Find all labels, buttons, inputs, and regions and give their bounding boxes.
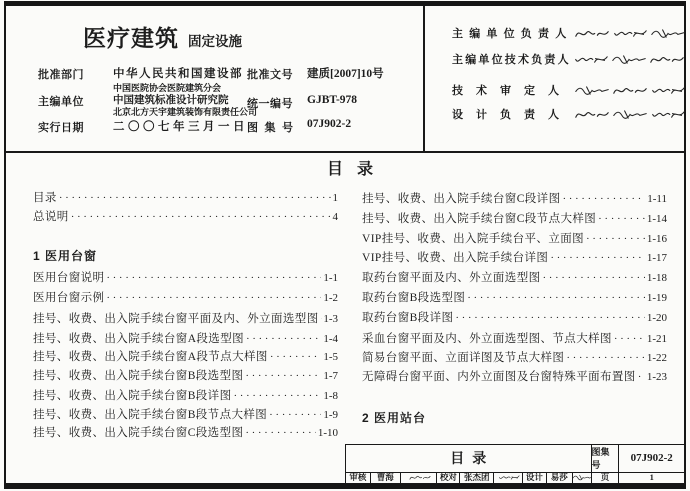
atlas-no-value: 07J902-2 — [307, 118, 352, 130]
checker-signature-cell — [494, 473, 523, 484]
title-block-row-2 — [346, 472, 684, 484]
toc-entry: 医用台窗说明 ····· 1-1 — [33, 269, 338, 285]
reviewer-label-cell: 审核 — [346, 473, 371, 484]
dot-leader — [586, 233, 645, 245]
signature-scribble — [612, 83, 648, 98]
toc-entry: 取药台窗B段选型图 ····· 1-19 — [362, 289, 667, 305]
signature-scribble — [612, 107, 648, 122]
dot-leader — [455, 312, 644, 324]
signature-scribble — [574, 26, 610, 41]
editor-org-1: 中国医院协会医院建筑分会 — [113, 83, 222, 93]
reviewer-signature-cell — [401, 473, 438, 484]
toc-entry: 取药台窗平面及内、外立面选型图 ····· 1-18 — [362, 269, 667, 285]
dot-leader — [270, 351, 322, 363]
toc-entry: VIP挂号、收费、出入院手续台平、立面图 ····· 1-16 — [362, 230, 667, 246]
unified-no-label: 统一编号 — [247, 98, 293, 110]
unified-no-value: GJBT-978 — [307, 94, 358, 106]
designer-name-cell: 易莎 — [547, 473, 573, 484]
sig-row-chief-editor — [452, 24, 684, 42]
editor-label: 主编单位 — [38, 96, 84, 108]
atlas-label-cell: 图集号 — [592, 445, 620, 472]
approve-dept-label: 批准部门 — [38, 69, 84, 81]
title-block-row-1 — [346, 445, 684, 472]
dot-leader — [467, 292, 645, 304]
signature-scribble — [650, 26, 686, 41]
signature-scribble — [650, 107, 686, 122]
editor-org-2: 中国建筑标准设计研究院 — [113, 95, 229, 106]
dot-leader — [246, 333, 321, 345]
title-subtitle: 固定设施 — [188, 34, 242, 49]
designer-label-cell: 设计 — [523, 473, 547, 484]
toc-entry: 目录 ····· 1 — [33, 189, 338, 205]
toc-entry: 医用台窗示例 ····· 1-2 — [33, 289, 338, 305]
dot-leader — [566, 352, 645, 364]
toc-entry: VIP挂号、收费、出入院手续台详图 ····· 1-17 — [362, 249, 667, 265]
sig-row-tech-lead — [452, 50, 684, 68]
toc-entry: 挂号、收费、出入院手续台窗C段详图 ····· 1-11 — [362, 190, 667, 206]
page-number-cell: 1 — [649, 472, 654, 483]
toc-entry: 总说明 ····· 4 — [33, 208, 338, 224]
approve-dept-value: 中华人民共和国建设部 — [113, 68, 243, 80]
toc-entry: 挂号、收费、出入院手续台窗B段详图 ····· 1-8 — [33, 387, 338, 403]
reviewer-name-cell: 曹海 — [371, 473, 401, 484]
toc-section-1: 1 医用台窗 — [33, 249, 98, 263]
signature-scribble — [573, 473, 592, 482]
signature-scribble — [612, 26, 648, 41]
sig-row-tech-approver — [452, 81, 684, 99]
dot-leader — [562, 193, 645, 205]
checker-name-cell: 张杰团 — [460, 473, 494, 484]
dot-leader — [71, 211, 331, 223]
toc-entry: 取药台窗B段详图 ····· 1-20 — [362, 309, 667, 325]
signature-scribble — [405, 473, 435, 482]
atlas-no-label: 图集号 — [247, 122, 300, 134]
signature-scribble — [494, 473, 523, 482]
title-main: 医疗建筑 — [83, 25, 179, 51]
toc-entry: 挂号、收费、出入院手续台窗C段节点大样图 ····· 1-14 — [362, 210, 667, 226]
toc-entry: 挂号、收费、出入院手续台窗B段选型图 ····· 1-7 — [33, 367, 338, 383]
toc-entry: 采血台窗平面及内、外立面选型图、节点大样图 ····· 1-21 — [362, 330, 667, 346]
editor-org-3: 北京北方天宇建筑装饰有限责任公司 — [113, 107, 258, 117]
dot-leader — [321, 313, 322, 325]
page-label-cell: 页 — [592, 473, 620, 484]
signature-scribble — [574, 107, 610, 122]
checker-label-cell: 校对 — [437, 473, 460, 484]
toc-entry: 挂号、收费、出入院手续台窗A段节点大样图 ····· 1-5 — [33, 348, 338, 364]
dot-leader — [245, 370, 321, 382]
dot-leader — [59, 192, 331, 204]
date-value: 二〇〇七年三月一日 — [113, 121, 248, 133]
doc-no-value: 建质[2007]10号 — [307, 68, 384, 80]
date-label: 实行日期 — [38, 122, 84, 134]
sig-row-4-label: 设计负责人 — [452, 109, 572, 121]
toc-entry: 挂号、收费、出入院手续台窗C段选型图 ····· 1-10 — [33, 424, 338, 440]
dot-leader — [614, 333, 645, 345]
sheet-title-cell — [346, 445, 592, 472]
dot-leader — [106, 272, 321, 284]
toc-section-2: 2 医用站台 — [362, 411, 427, 425]
toc-entry: 挂号、收费、出入院手续台窗B段节点大样图 ····· 1-9 — [33, 406, 338, 422]
title-block — [345, 444, 685, 484]
signature-scribble — [650, 83, 686, 98]
doc-no-label: 批准文号 — [247, 69, 293, 81]
header-divider — [423, 6, 425, 151]
dot-leader — [598, 213, 645, 225]
sig-row-2-label: 主编单位技术负责人 — [452, 54, 571, 66]
toc-entry: 无障碍台窗平面、内外立面图及台窗特殊平面布置图 ····· 1-23 — [362, 368, 667, 384]
dot-leader — [245, 427, 315, 439]
toc-entry: 简易台窗平面、立面详图及节点大样图 ····· 1-22 — [362, 349, 667, 365]
sheet-title: 目录 — [450, 452, 495, 468]
dot-leader — [550, 252, 644, 264]
toc-title: 目录 — [326, 161, 387, 178]
designer-signature-cell — [573, 473, 592, 484]
signature-scribble — [574, 83, 610, 98]
sig-row-1-label: 主编单位负责人 — [452, 28, 573, 40]
toc-entry: 挂号、收费、出入院手续台窗平面及内、外立面选型图 ····· 1-3 — [33, 310, 338, 326]
toc-entry: 挂号、收费、出入院手续台窗A段选型图 ····· 1-4 — [33, 330, 338, 346]
dot-leader — [233, 390, 321, 402]
signature-scribble — [649, 52, 685, 67]
dot-leader — [106, 292, 321, 304]
document-title — [83, 20, 242, 53]
dot-leader — [269, 409, 321, 421]
header-bottom-rule — [6, 151, 684, 153]
atlas-value-cell: 07J902-2 — [630, 452, 673, 465]
dot-leader — [543, 272, 645, 284]
sig-row-design-lead — [452, 105, 684, 123]
signature-scribble — [611, 52, 647, 67]
signature-scribble — [573, 52, 609, 67]
sig-row-3-label: 技术审定人 — [452, 85, 572, 97]
dot-leader — [638, 371, 645, 383]
